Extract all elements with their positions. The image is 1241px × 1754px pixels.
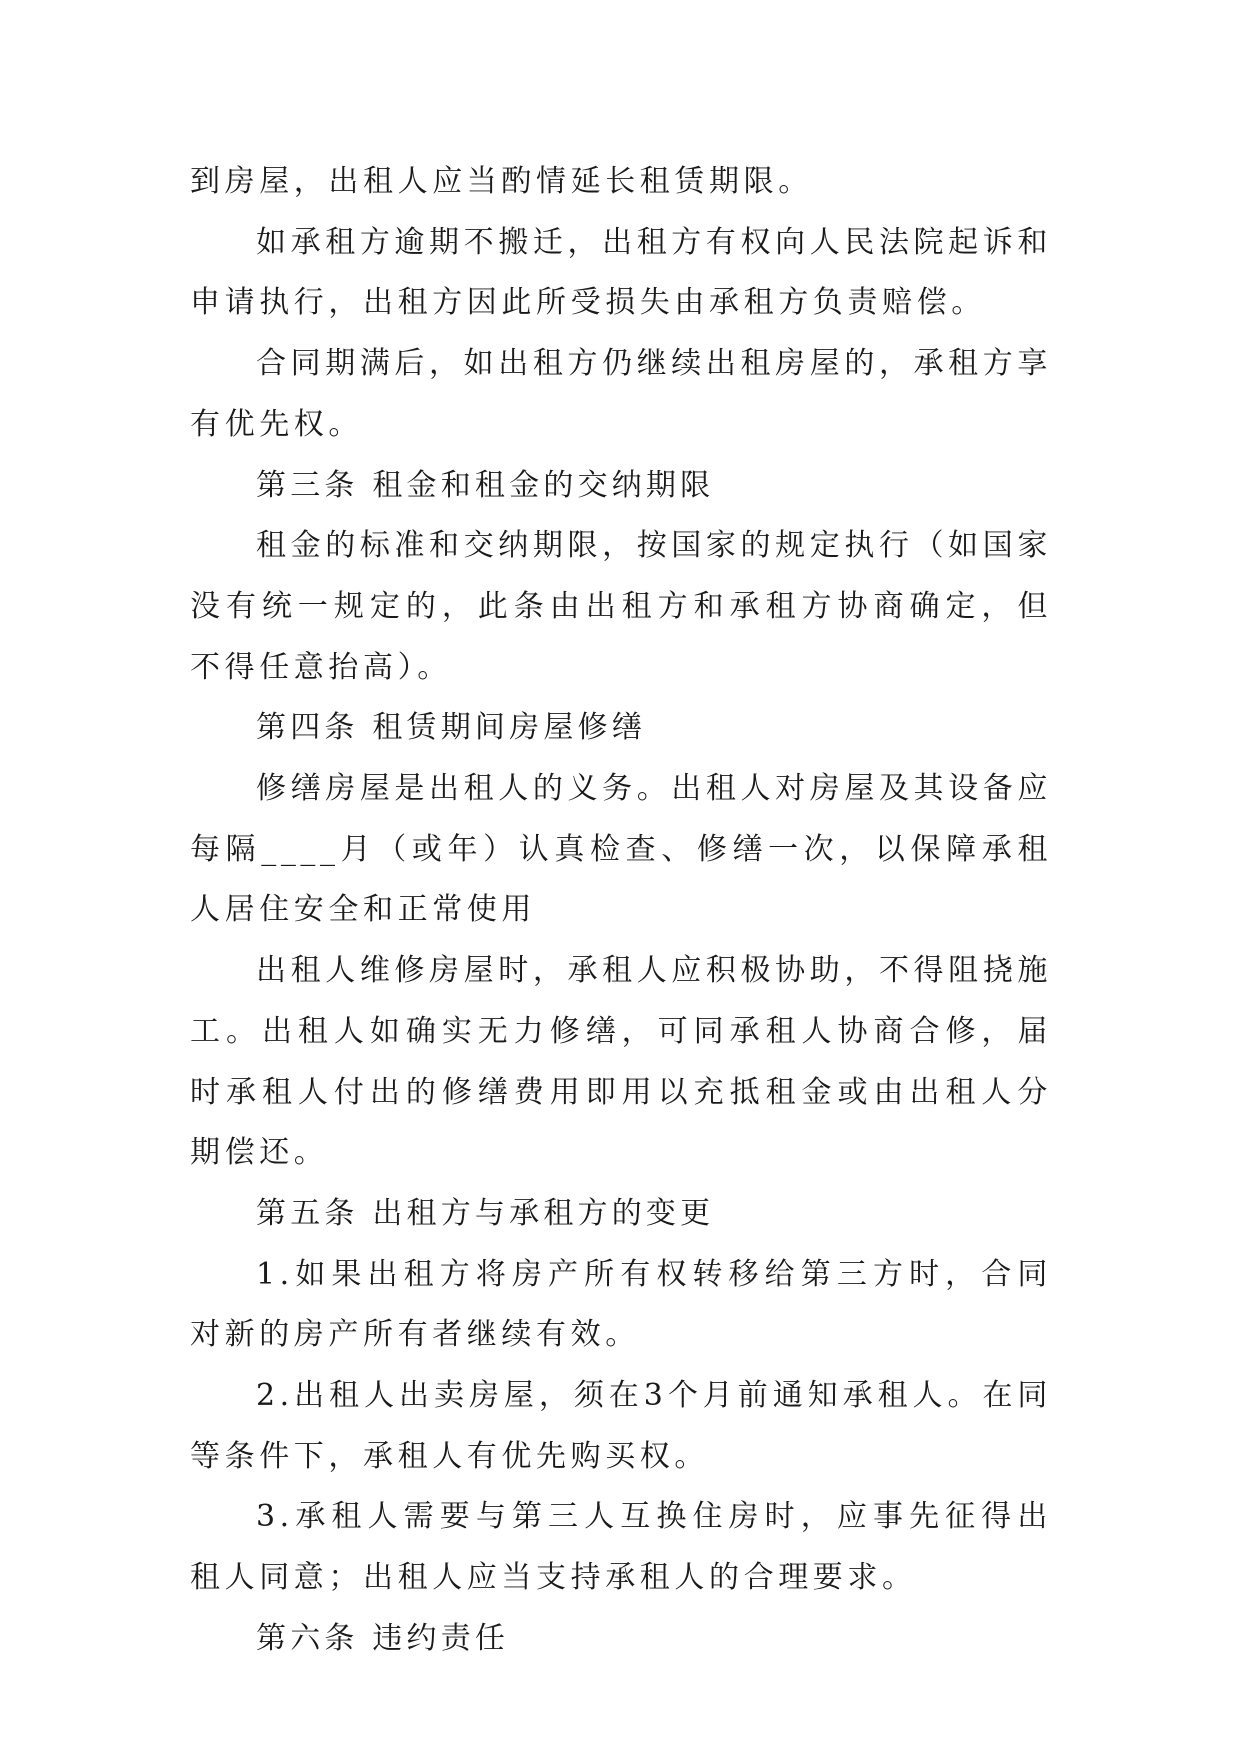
paragraph-rent-standard: 租金的标准和交纳期限，按国家的规定执行（如国家没有统一规定的，此条由出租方和承租方协商确定，但不得任意抬高）。 <box>190 528 1052 685</box>
paragraph-sale-notice: 2.出租人出卖房屋，须在3个月前通知承租人。在同等条件下，承租人有优先购买权。 <box>190 1378 1052 1474</box>
document-body <box>190 152 1052 1670</box>
paragraph-overdue-eviction: 如承租方逾期不搬迁，出租方有权向人民法院起诉和申请执行，出租方因此所受损失由承租方负责赔偿。 <box>190 224 1052 321</box>
paragraph-housing-exchange: 3.承租人需要与第三人互换住房时，应事先征得出租人同意；出租人应当支持承租人的合理要求。 <box>190 1499 1052 1596</box>
paragraph-ownership-transfer: 1.如果出租方将房产所有权转移给第三方时，合同对新的房产所有者继续有效。 <box>190 1256 1052 1353</box>
paragraph-priority-right: 合同期满后，如出租方仍继续出租房屋的，承租方享有优先权。 <box>190 346 1052 442</box>
paragraph-repair-duty: 修缮房屋是出租人的义务。出租人对房屋及其设备应每隔____月（或年）认真检查、修缮一次，以保障承租人居住安全和正常使用 <box>190 771 1052 928</box>
heading-article-3: 第三条 租金和租金的交纳期限 <box>256 467 715 503</box>
paragraph-repair-assist: 出租人维修房屋时，承租人应积极协助，不得阻挠施工。出租人如确实无力修缮，可同承租人协商合修，届时承租人付出的修缮费用即用以充抵租金或由出租人分期偿还。 <box>190 953 1052 1171</box>
paragraph-continuation: 到房屋，出租人应当酌情延长租赁期限。 <box>190 164 813 199</box>
heading-article-5: 第五条 出租方与承租方的变更 <box>256 1195 715 1231</box>
heading-article-6: 第六条 违约责任 <box>256 1620 510 1656</box>
heading-article-4: 第四条 租赁期间房屋修缮 <box>256 710 646 746</box>
